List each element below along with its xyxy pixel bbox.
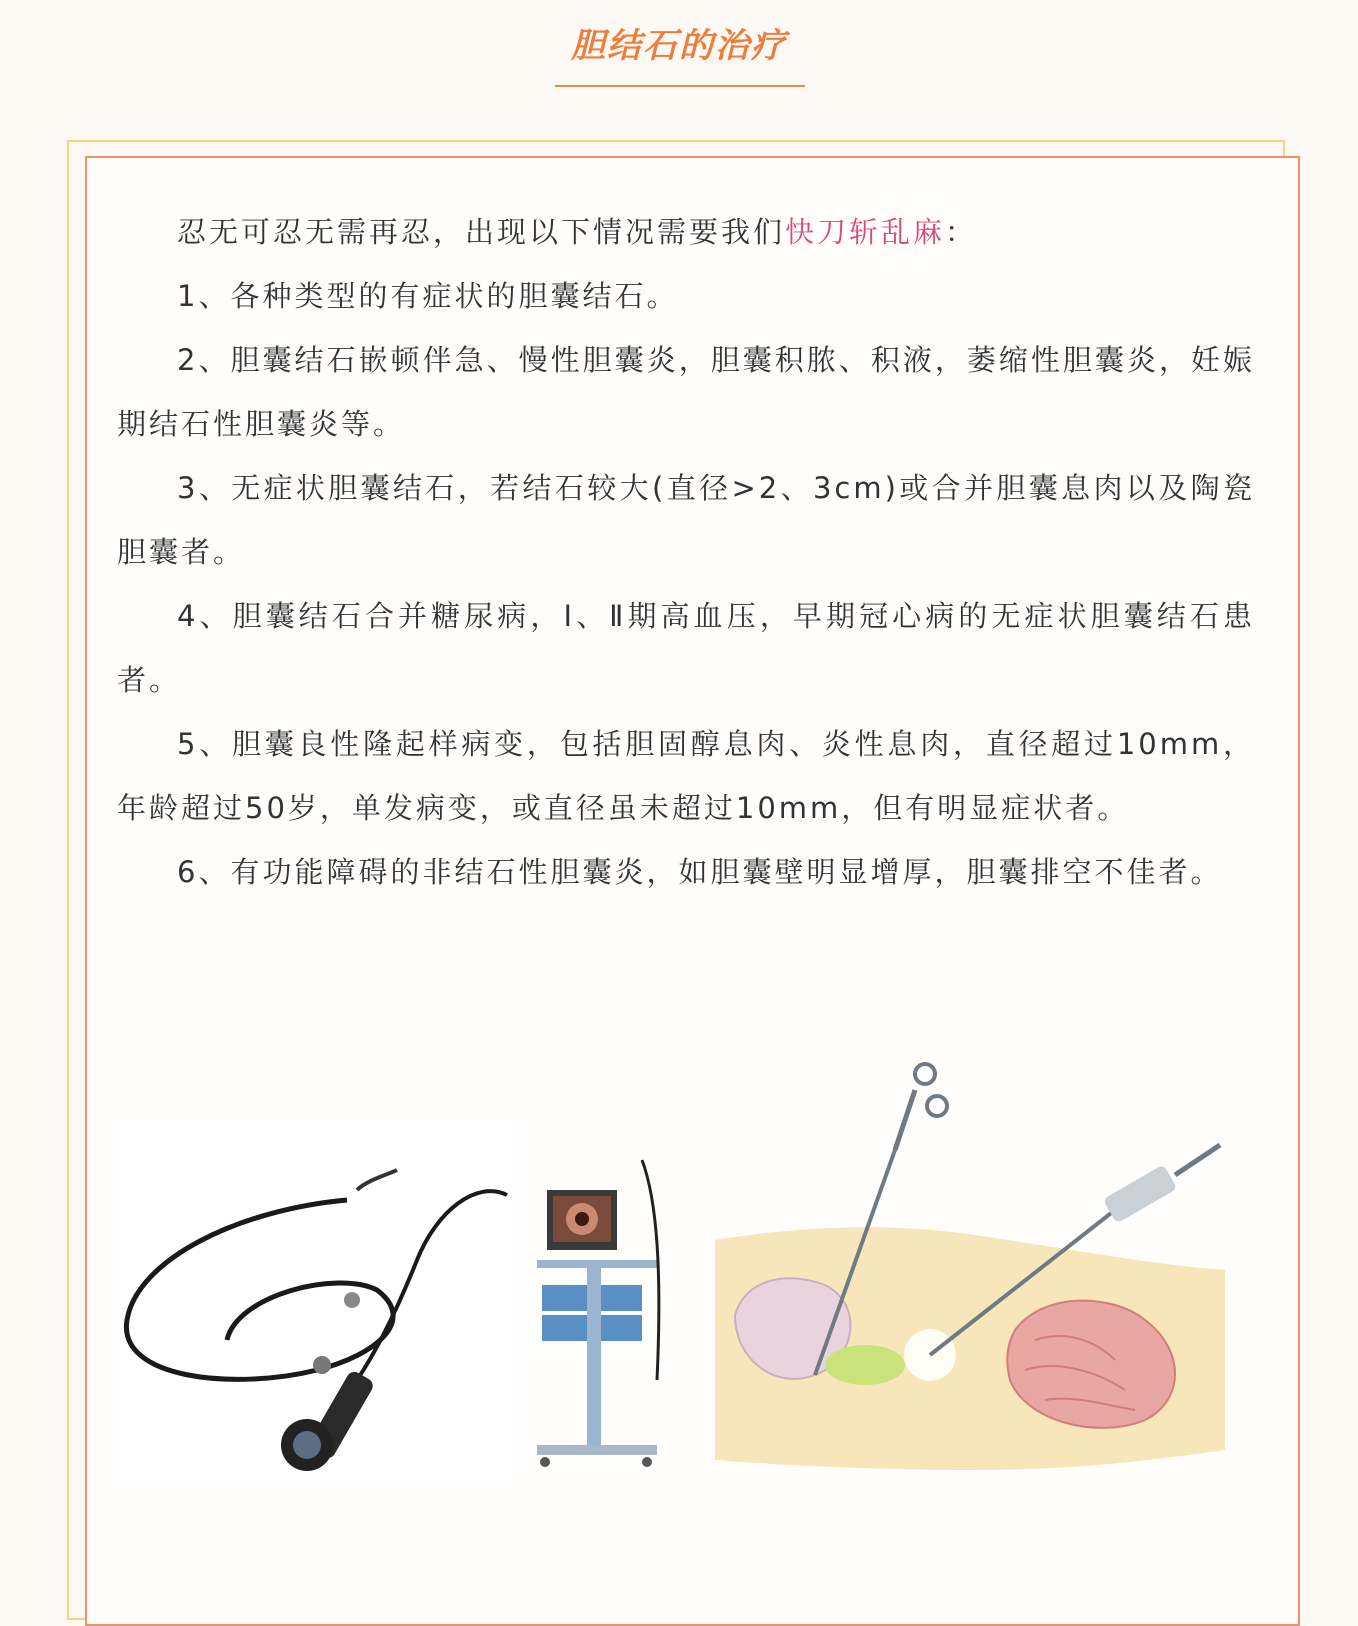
title-underline — [555, 85, 805, 87]
highlight-text: 快刀斩乱麻 — [785, 215, 946, 249]
page-title: 胆结石的治疗 — [571, 26, 787, 66]
intro-paragraph — [117, 200, 1255, 264]
list-item-2: 2、胆囊结石嵌顿伴急、慢性胆囊炎，胆囊积脓、积液，萎缩性胆囊炎，妊娠期结石性胆囊炎等。 — [117, 343, 1255, 441]
list-item-1: 1、各种类型的有症状的胆囊结石。 — [177, 279, 679, 313]
endoscope-equipment-image — [117, 1120, 677, 1480]
laparoscopic-surgery-image — [715, 1060, 1225, 1480]
intro-text: 忍无可忍无需再忍，出现以下情况需要我们 — [177, 215, 786, 249]
article-body — [117, 200, 1255, 904]
illustration-area — [117, 1060, 1255, 1540]
list-item-5: 5、胆囊良性隆起样病变，包括胆固醇息肉、炎性息肉，直径超过10mm，年龄超过50岁，单发病变，或直径虽未超过10mm，但有明显症状者。 — [117, 727, 1255, 825]
list-item-3: 3、无症状胆囊结石，若结石较大(直径>2、3cm)或合并胆囊息肉以及陶瓷胆囊者。 — [117, 471, 1255, 569]
intro-suffix: ： — [945, 215, 978, 249]
list-item-4: 4、胆囊结石合并糖尿病，Ⅰ、Ⅱ期高血压，早期冠心病的无症状胆囊结石患者。 — [117, 599, 1255, 697]
list-item-6: 6、有功能障碍的非结石性胆囊炎，如胆囊壁明显增厚，胆囊排空不佳者。 — [177, 855, 1223, 889]
